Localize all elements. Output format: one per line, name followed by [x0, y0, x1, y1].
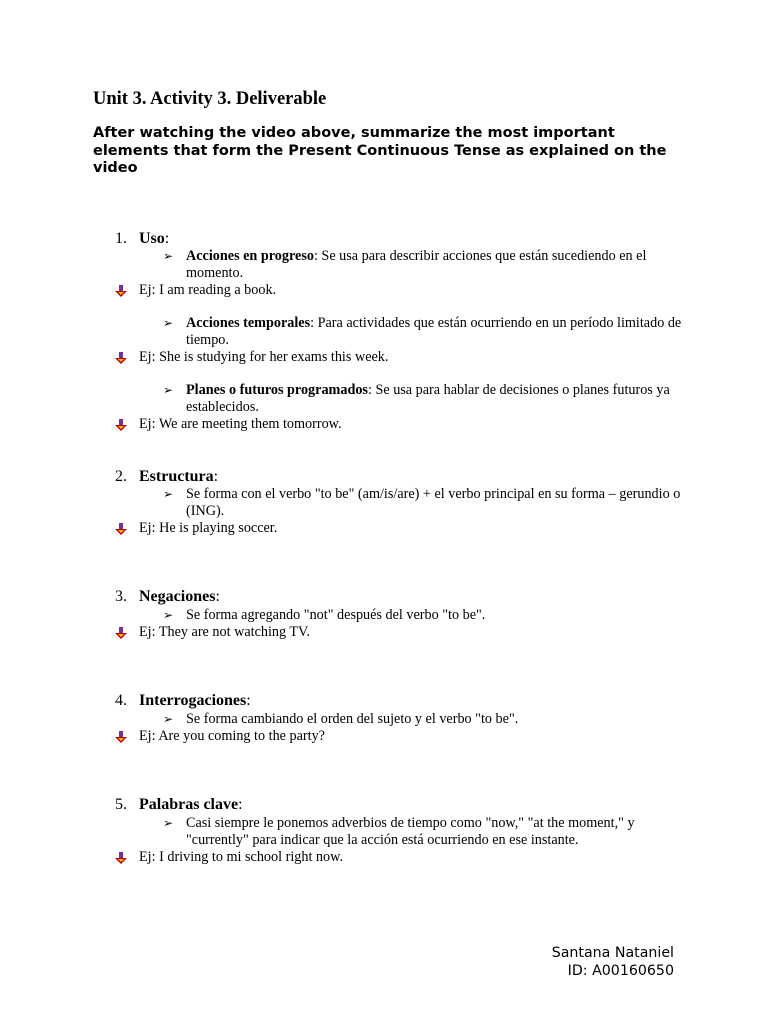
- arrowhead-bullet-icon: ➢: [163, 249, 174, 263]
- point-negaciones: [163, 607, 693, 624]
- section-number: 4.: [115, 692, 127, 709]
- point-interrogaciones: [163, 711, 693, 728]
- point-description: Se forma agregando "not" después del verbo "to be".: [186, 607, 486, 623]
- point-description: Casi siempre le ponemos adverbios de tiempo como "now," "at the moment," y "currently" para indicar que la acción está ocurriendo en ese instante.: [186, 815, 635, 848]
- arrowhead-bullet-icon: ➢: [163, 383, 174, 397]
- example-line: [115, 728, 325, 745]
- author-id: ID: A00160650: [567, 962, 674, 979]
- colored-arrow-bullet-icon: [115, 419, 127, 431]
- point-text: [186, 248, 693, 282]
- point-description: : Para actividades que están ocurriendo en un período limitado de tiempo.: [186, 315, 682, 348]
- colored-arrow-bullet-icon: [115, 627, 127, 639]
- example-text: Ej: I am reading a book.: [139, 282, 277, 298]
- point-text: [186, 607, 693, 624]
- section-name: Estructura: [139, 468, 214, 485]
- colored-arrow-bullet-icon: [115, 852, 127, 864]
- author-name: Santana Nataniel: [551, 945, 674, 961]
- section-number: 2.: [115, 468, 127, 485]
- section-colon: :: [213, 468, 219, 485]
- point-description: Se forma con el verbo "to be" (am/is/are) + el verbo principal en su forma – gerundio o (ING).: [186, 486, 681, 519]
- colored-arrow-bullet-icon: [115, 523, 127, 535]
- point-term: Acciones temporales: [186, 315, 311, 331]
- example-line: [115, 416, 342, 433]
- section-number: 5.: [115, 796, 127, 813]
- section-heading-interrogaciones: [115, 692, 251, 710]
- point-text: [186, 711, 693, 728]
- example-text: Ej: He is playing soccer.: [139, 520, 278, 536]
- arrowhead-bullet-icon: ➢: [163, 712, 174, 726]
- section-heading-estructura: [115, 468, 218, 486]
- section-number: 1.: [115, 230, 127, 247]
- arrowhead-bullet-icon: ➢: [163, 316, 174, 330]
- section-name: Negaciones: [139, 588, 216, 605]
- example-text: Ej: They are not watching TV.: [139, 624, 311, 640]
- point-acciones-temporales: [163, 315, 693, 349]
- section-heading-uso: [115, 230, 169, 248]
- section-number: 3.: [115, 588, 127, 605]
- section-colon: :: [164, 230, 170, 247]
- arrowhead-bullet-icon: ➢: [163, 608, 174, 622]
- example-line: [115, 849, 343, 866]
- point-text: [186, 486, 693, 520]
- point-text: [186, 815, 693, 849]
- section-colon: :: [215, 588, 220, 605]
- section-heading-palabras-clave: [115, 796, 243, 814]
- section-colon: :: [246, 692, 251, 709]
- arrowhead-bullet-icon: ➢: [163, 816, 174, 830]
- section-name: Palabras clave: [139, 796, 239, 813]
- point-description: : Se usa para hablar de decisiones o planes futuros ya establecidos.: [186, 382, 670, 415]
- document-instructions: After watching the video above, summarize the most important elements that form the Present Continuous Tense as explained on the video: [93, 125, 667, 176]
- point-term: Acciones en progreso: [186, 248, 314, 264]
- point-term: Planes o futuros programados: [186, 382, 368, 398]
- example-text: Ej: She is studying for her exams this week.: [139, 349, 389, 365]
- signature-block: [552, 945, 674, 980]
- example-line: [115, 520, 277, 537]
- point-text: [186, 382, 693, 416]
- point-estructura: [163, 486, 693, 520]
- point-acciones-en-progreso: [163, 248, 693, 282]
- point-text: [186, 315, 693, 349]
- arrowhead-bullet-icon: ➢: [163, 487, 174, 501]
- colored-arrow-bullet-icon: [115, 352, 127, 364]
- example-text: Ej: Are you coming to the party?: [139, 728, 325, 744]
- example-text: Ej: I driving to mi school right now.: [139, 849, 343, 865]
- point-palabras-clave: [163, 815, 693, 849]
- section-name: Uso: [139, 230, 165, 247]
- section-colon: :: [238, 796, 243, 813]
- point-description: Se forma cambiando el orden del sujeto y el verbo "to be".: [186, 711, 519, 727]
- point-description: : Se usa para describir acciones que están sucediendo en el momento.: [186, 248, 647, 281]
- section-heading-negaciones: [115, 588, 220, 606]
- section-name: Interrogaciones: [139, 692, 247, 709]
- colored-arrow-bullet-icon: [115, 285, 127, 297]
- point-planes-futuros: [163, 382, 693, 416]
- example-line: [115, 349, 388, 366]
- example-line: [115, 624, 310, 641]
- example-text: Ej: We are meeting them tomorrow.: [139, 416, 342, 432]
- example-line: [115, 282, 276, 299]
- document-title: Unit 3. Activity 3. Deliverable: [93, 89, 327, 109]
- colored-arrow-bullet-icon: [115, 731, 127, 743]
